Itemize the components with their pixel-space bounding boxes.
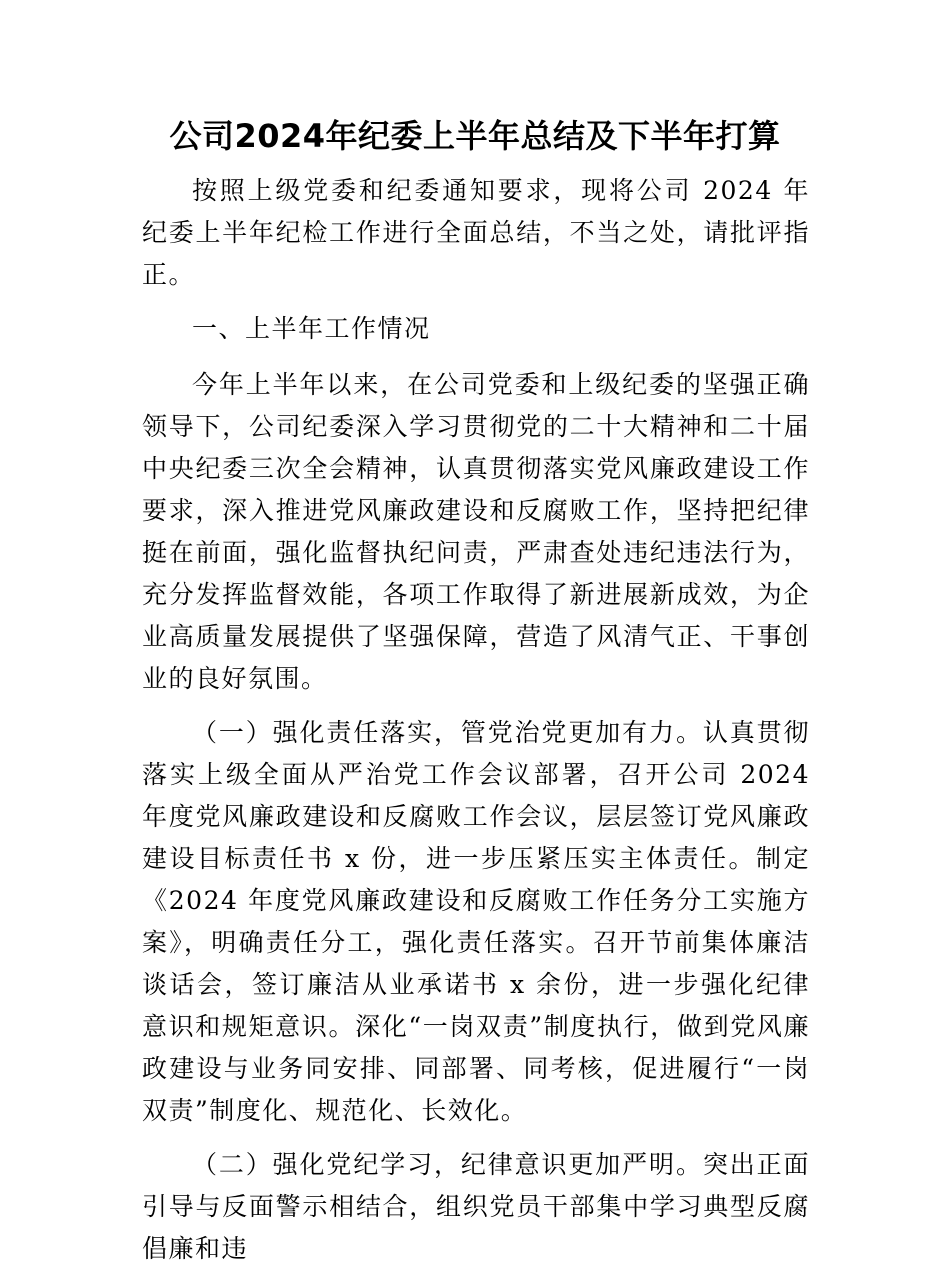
item-paragraph-responsibility: （一）强化责任落实，管党治党更加有力。认真贯彻落实上级全面从严治党工作会议部署，召开公司 2024 年度党风廉政建设和反腐败工作会议，层层签订党风廉政建设目标责任书 x 份，进一步压紧压实主体责任。制定《2024 年度党风廉政建设和反腐败工作任务分工实施方案》，明确责任分工，强化责任落实。召开节前集体廉洁谈话会，签订廉洁从业承诺书 x 余份，进一步强化纪律意识和规矩意识。深化“一岗双责”制度执行，做到党风廉政建设与业务同安排、同部署、同考核，促进履行“一岗双责”制度化、规范化、长效化。: [142, 718, 810, 1125]
overview-paragraph: 今年上半年以来，在公司党委和上级纪委的坚强正确领导下，公司纪委深入学习贯彻党的二十大精神和二十届中央纪委三次全会精神，认真贯彻落实党风廉政建设工作要求，深入推进党风廉政建设和反腐败工作，坚持把纪律挺在前面，强化监督执纪问责，严肃查处违纪违法行为，充分发挥监督效能，各项工作取得了新进展新成效，为企业高质量发展提供了坚强保障，营造了风清气正、干事创业的良好氛围。: [142, 370, 810, 693]
intro-paragraph: 按照上级党委和纪委通知要求，现将公司 2024 年纪委上半年纪检工作进行全面总结，不当之处，请批评指正。: [142, 176, 810, 289]
section-heading-first-half-work: 一、上半年工作情况: [192, 314, 431, 343]
item-paragraph-discipline-study: （二）强化党纪学习，纪律意识更加严明。突出正面引导与反面警示相结合，组织党员干部集中学习典型反腐倡廉和违: [142, 1150, 810, 1263]
document-body: [142, 170, 810, 1282]
document-title: 公司2024年纪委上半年总结及下半年打算: [169, 117, 781, 155]
